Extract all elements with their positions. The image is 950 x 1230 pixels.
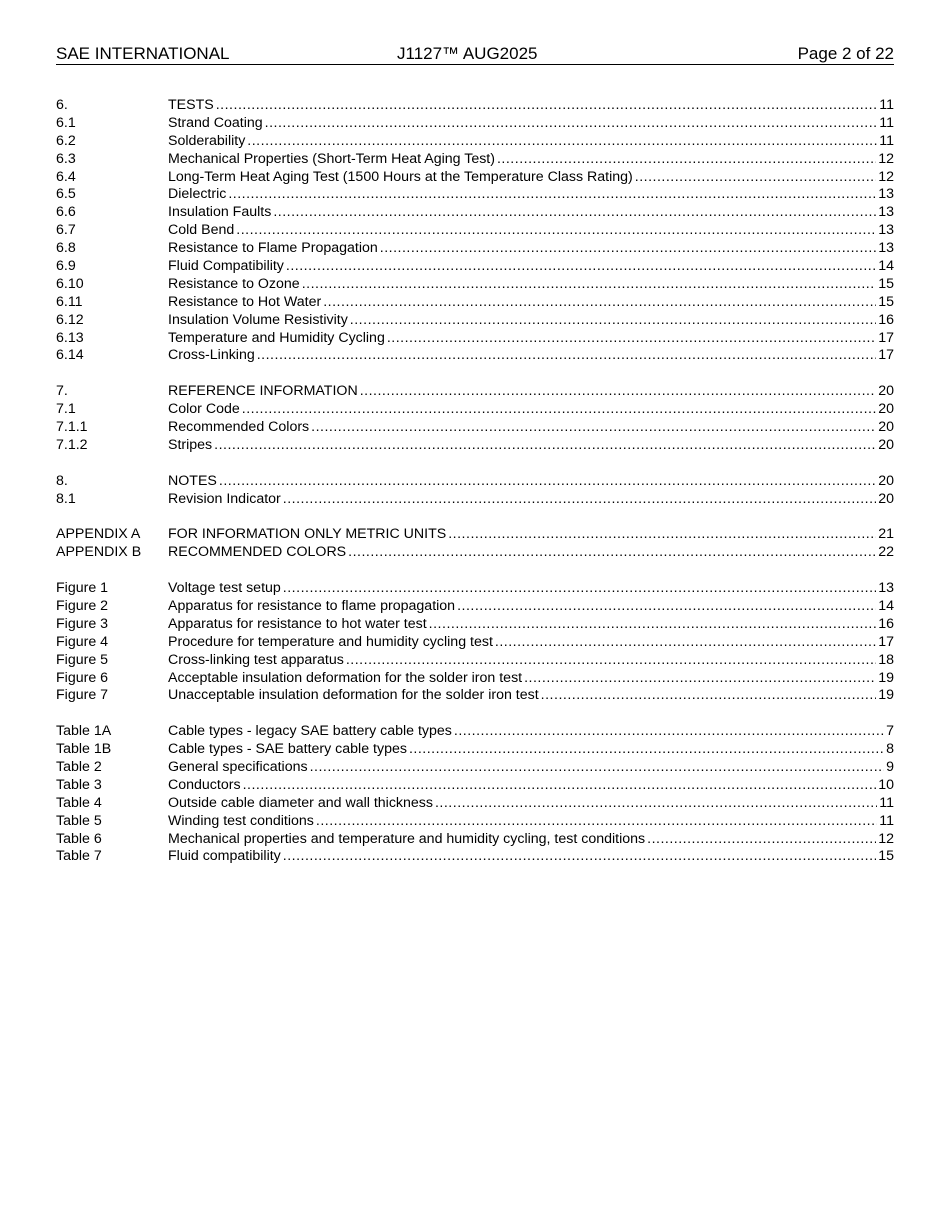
toc-group-spacer <box>56 705 894 723</box>
toc-dot-leader <box>346 652 876 670</box>
toc-entry-line <box>168 544 894 562</box>
toc-entry-title: General specifications <box>168 758 308 775</box>
toc-group-tests <box>56 97 894 365</box>
toc-entry-title: Mechanical Properties (Short-Term Heat Aging Test) <box>168 150 495 167</box>
toc-dot-leader <box>635 169 876 187</box>
toc-entry-line <box>168 437 894 455</box>
toc-entry-title: Cross-Linking <box>168 347 255 364</box>
toc-entry-number: 6.8 <box>56 240 76 257</box>
toc-entry-number: 6.14 <box>56 347 84 364</box>
toc-entry-line <box>168 347 894 365</box>
toc-dot-leader <box>448 526 876 544</box>
toc-entry[interactable] <box>56 759 894 777</box>
toc-dot-leader <box>541 687 877 705</box>
toc-entry-title: Resistance to Flame Propagation <box>168 240 378 257</box>
toc-dot-leader <box>360 383 877 401</box>
toc-dot-leader <box>350 312 876 330</box>
toc-entry-line <box>168 222 894 240</box>
toc-dot-leader <box>647 831 876 849</box>
toc-entry[interactable] <box>56 473 894 491</box>
toc-entry-number: Table 4 <box>56 794 102 811</box>
toc-entry-line <box>168 169 894 187</box>
toc-entry-line <box>168 473 894 491</box>
toc-entry[interactable] <box>56 401 894 419</box>
toc-entry-line <box>168 186 894 204</box>
toc-entry[interactable] <box>56 383 894 401</box>
toc-entry-line <box>168 491 894 509</box>
toc-entry[interactable] <box>56 831 894 849</box>
toc-dot-leader <box>454 723 884 741</box>
toc-entry-number: Table 1A <box>56 723 112 740</box>
toc-entry-number: Figure 6 <box>56 669 109 686</box>
toc-entry-page: 16 <box>878 311 894 328</box>
toc-dot-leader <box>283 491 876 509</box>
toc-entry-page: 14 <box>878 597 894 614</box>
toc-entry-page: 20 <box>878 472 894 489</box>
toc-entry-number: 7.1 <box>56 401 76 418</box>
toc-entry-number: Figure 4 <box>56 633 109 650</box>
toc-entry-page: 13 <box>878 240 894 257</box>
toc-entry[interactable] <box>56 526 894 544</box>
toc-entry[interactable] <box>56 723 894 741</box>
toc-entry-line <box>168 115 894 133</box>
toc-dot-leader <box>214 437 876 455</box>
toc-entry-line <box>168 526 894 544</box>
toc-entry-line <box>168 723 894 741</box>
toc-entry-title: FOR INFORMATION ONLY METRIC UNITS <box>168 526 447 543</box>
toc-dot-leader <box>257 347 876 365</box>
toc-dot-leader <box>524 670 876 688</box>
toc-entry[interactable] <box>56 222 894 240</box>
toc-entry-line <box>168 330 894 348</box>
toc-entry-page: 19 <box>878 669 894 686</box>
toc-entry-title: Cross-linking test apparatus <box>168 651 344 668</box>
toc-dot-leader <box>310 759 885 777</box>
toc-entry-number: Figure 2 <box>56 597 109 614</box>
toc-entry-title: Insulation Faults <box>168 204 272 221</box>
toc-entry-line <box>168 687 894 705</box>
toc-entry-line <box>168 312 894 330</box>
toc-entry-line <box>168 741 894 759</box>
toc-entry-title: Stripes <box>168 436 213 453</box>
toc-entry-line <box>168 419 894 437</box>
toc-entry-page: 9 <box>886 758 894 775</box>
toc-entry-number: 8. <box>56 472 68 489</box>
toc-entry-page: 22 <box>878 544 894 561</box>
toc-entry-number: 6.1 <box>56 114 76 131</box>
header-document-id: J1127™ AUG2025 <box>397 44 538 63</box>
toc-entry-title: Temperature and Humidity Cycling <box>168 329 385 346</box>
toc-entry[interactable] <box>56 419 894 437</box>
toc-entry-line <box>168 795 894 813</box>
toc-dot-leader <box>316 813 877 831</box>
toc-entry-page: 12 <box>878 168 894 185</box>
toc-entry-number: Figure 5 <box>56 651 109 668</box>
toc-entry-number: 6.9 <box>56 258 76 275</box>
toc-entry-number: Table 3 <box>56 776 102 793</box>
toc-entry-page: 20 <box>878 436 894 453</box>
toc-dot-leader <box>497 151 876 169</box>
toc-entry-title: Mechanical properties and temperature and humidity cycling, test conditions <box>168 830 646 847</box>
toc-entry-page: 20 <box>878 383 894 400</box>
toc-entry[interactable] <box>56 312 894 330</box>
toc-entry-title: Solderability <box>168 132 246 149</box>
toc-entry-line <box>168 598 894 616</box>
toc-dot-leader <box>429 616 877 634</box>
toc-entry-number: Table 6 <box>56 830 102 847</box>
toc-entry-page: 20 <box>878 490 894 507</box>
toc-entry-number: Table 7 <box>56 848 102 865</box>
toc-entry-title: TESTS <box>168 97 214 113</box>
toc-entry-title: Revision Indicator <box>168 490 281 507</box>
toc-entry[interactable] <box>56 115 894 133</box>
toc-entry-title: Cable types - legacy SAE battery cable types <box>168 723 452 740</box>
toc-entry-title: Outside cable diameter and wall thickness <box>168 794 433 811</box>
toc-entry[interactable] <box>56 276 894 294</box>
toc-entry-number: 6.4 <box>56 168 76 185</box>
toc-entry[interactable] <box>56 652 894 670</box>
toc-entry-number: 7.1.1 <box>56 419 88 436</box>
toc-dot-leader <box>302 276 877 294</box>
toc-entry-line <box>168 759 894 777</box>
toc-group-tables <box>56 723 894 866</box>
toc-entry-title: Voltage test setup <box>168 580 281 597</box>
toc-entry-title: Winding test conditions <box>168 812 314 829</box>
toc-dot-leader <box>409 741 884 759</box>
toc-entry-line <box>168 258 894 276</box>
toc-entry-page: 21 <box>878 526 894 543</box>
toc-entry-line <box>168 848 894 866</box>
toc-entry-number: Figure 3 <box>56 615 109 632</box>
toc-entry-page: 12 <box>878 150 894 167</box>
toc-entry-number: 6.12 <box>56 311 84 328</box>
toc-entry[interactable] <box>56 133 894 151</box>
toc-entry-page: 20 <box>878 419 894 436</box>
toc-entry-title: Procedure for temperature and humidity cycling test <box>168 633 493 650</box>
toc-dot-leader <box>242 401 876 419</box>
toc-dot-leader <box>247 133 877 151</box>
toc-entry-line <box>168 383 894 401</box>
toc-group-spacer <box>56 562 894 580</box>
toc-entry-line <box>168 831 894 849</box>
toc-entry-page: 11 <box>879 97 894 113</box>
toc-entry-title: Long-Term Heat Aging Test (1500 Hours at the Temperature Class Rating) <box>168 168 633 185</box>
toc-entry-page: 11 <box>879 132 894 149</box>
toc-entry-number: 7.1.2 <box>56 436 88 453</box>
toc-entry-number: 7. <box>56 383 68 400</box>
toc-entry-page: 20 <box>878 401 894 418</box>
toc-entry-title: Dielectric <box>168 186 227 203</box>
toc-entry-page: 16 <box>878 615 894 632</box>
toc-dot-leader <box>323 294 876 312</box>
toc-entry-line <box>168 652 894 670</box>
toc-entry-line <box>168 276 894 294</box>
toc-entry-page: 8 <box>886 741 894 758</box>
toc-entry[interactable] <box>56 347 894 365</box>
toc-entry-page: 13 <box>878 580 894 597</box>
toc-dot-leader <box>228 186 876 204</box>
toc-entry-number: 6. <box>56 97 68 113</box>
toc-entry-number: 8.1 <box>56 490 76 507</box>
toc-entry-line <box>168 813 894 831</box>
toc-dot-leader <box>283 848 876 866</box>
toc-entry-title: Unacceptable insulation deformation for the solder iron test <box>168 687 539 704</box>
toc-entry-page: 13 <box>878 222 894 239</box>
toc-entry-line <box>168 634 894 652</box>
toc-entry[interactable] <box>56 544 894 562</box>
toc-entry-page: 13 <box>878 204 894 221</box>
toc-entry-number: 6.13 <box>56 329 84 346</box>
toc-dot-leader <box>265 115 878 133</box>
toc-entry-number: 6.7 <box>56 222 76 239</box>
toc-entry[interactable] <box>56 848 894 866</box>
toc-entry-line <box>168 401 894 419</box>
toc-entry-line <box>168 151 894 169</box>
toc-dot-leader <box>236 222 876 240</box>
toc-entry-title: Apparatus for resistance to hot water test <box>168 615 427 632</box>
toc-entry[interactable] <box>56 741 894 759</box>
toc-entry[interactable] <box>56 670 894 688</box>
toc-entry[interactable] <box>56 97 894 115</box>
toc-entry[interactable] <box>56 330 894 348</box>
toc-dot-leader <box>311 419 876 437</box>
toc-group-reference <box>56 383 894 455</box>
toc-entry-page: 17 <box>878 329 894 346</box>
toc-entry-number: APPENDIX A <box>56 526 141 543</box>
toc-entry-page: 15 <box>878 293 894 310</box>
toc-entry-title: Insulation Volume Resistivity <box>168 311 348 328</box>
toc-group-spacer <box>56 365 894 383</box>
toc-entry-number: 6.5 <box>56 186 76 203</box>
toc-entry-title: Acceptable insulation deformation for the solder iron test <box>168 669 523 686</box>
toc-entry-line <box>168 777 894 795</box>
toc-entry-line <box>168 204 894 222</box>
toc-entry[interactable] <box>56 294 894 312</box>
toc-dot-leader <box>243 777 877 795</box>
toc-entry-title: Cable types - SAE battery cable types <box>168 741 407 758</box>
toc-entry-number: 6.6 <box>56 204 76 221</box>
toc-entry-page: 19 <box>878 687 894 704</box>
toc-entry-title: Apparatus for resistance to flame propagation <box>168 597 456 614</box>
toc-entry[interactable] <box>56 634 894 652</box>
toc-entry[interactable] <box>56 813 894 831</box>
toc-dot-leader <box>435 795 877 813</box>
toc-entry[interactable] <box>56 580 894 598</box>
header-page-number: Page 2 of 22 <box>797 44 894 63</box>
toc-entry[interactable] <box>56 151 894 169</box>
toc-entry-title: Conductors <box>168 776 241 793</box>
toc-entry-page: 10 <box>878 776 894 793</box>
toc-entry-number: Table 1B <box>56 741 112 758</box>
toc-entry-title: Strand Coating <box>168 114 263 131</box>
toc-group-figures <box>56 580 894 705</box>
toc-entry-title: RECOMMENDED COLORS <box>168 544 347 561</box>
toc-group-notes <box>56 473 894 509</box>
toc-entry-line <box>168 670 894 688</box>
toc-dot-leader <box>380 240 876 258</box>
toc-entry-title: Fluid Compatibility <box>168 258 284 275</box>
toc-group-appendices <box>56 526 894 562</box>
toc-entry-page: 14 <box>878 258 894 275</box>
toc-dot-leader <box>286 258 876 276</box>
toc-group-spacer <box>56 508 894 526</box>
toc-entry-number: 6.10 <box>56 275 84 292</box>
toc-entry-title: Resistance to Ozone <box>168 275 300 292</box>
toc-entry[interactable] <box>56 240 894 258</box>
toc-entry-page: 12 <box>878 830 894 847</box>
toc-entry-line <box>168 97 894 115</box>
toc-entry[interactable] <box>56 491 894 509</box>
page-header <box>56 44 894 65</box>
toc-entry-page: 15 <box>878 848 894 865</box>
toc-entry-title: REFERENCE INFORMATION <box>168 383 358 400</box>
toc-entry-number: Table 2 <box>56 758 102 775</box>
toc-entry-line <box>168 616 894 634</box>
toc-entry[interactable] <box>56 169 894 187</box>
toc-entry-page: 11 <box>879 794 894 811</box>
toc-entry[interactable] <box>56 258 894 276</box>
toc-entry[interactable] <box>56 186 894 204</box>
toc-entry-title: Cold Bend <box>168 222 235 239</box>
toc-entry-page: 11 <box>879 114 894 131</box>
toc-entry-page: 17 <box>878 633 894 650</box>
toc-dot-leader <box>495 634 876 652</box>
toc-entry-page: 15 <box>878 275 894 292</box>
toc-group-spacer <box>56 455 894 473</box>
toc-dot-leader <box>216 97 878 115</box>
toc-entry-number: 6.2 <box>56 132 76 149</box>
toc-dot-leader <box>457 598 876 616</box>
toc-dot-leader <box>219 473 876 491</box>
toc-entry[interactable] <box>56 777 894 795</box>
toc-entry-page: 7 <box>886 723 894 740</box>
header-organization: SAE INTERNATIONAL <box>56 44 230 63</box>
toc-dot-leader <box>273 204 876 222</box>
toc-dot-leader <box>283 580 876 598</box>
toc-entry[interactable] <box>56 795 894 813</box>
toc-entry-number: Figure 1 <box>56 580 109 597</box>
toc-entry-page: 17 <box>878 347 894 364</box>
toc-entry-page: 13 <box>878 186 894 203</box>
toc-entry-title: Fluid compatibility <box>168 848 281 865</box>
toc-entry[interactable] <box>56 616 894 634</box>
toc-entry[interactable] <box>56 687 894 705</box>
toc-entry-page: 11 <box>879 812 894 829</box>
toc-entry-number: 6.3 <box>56 150 76 167</box>
toc-dot-leader <box>348 544 876 562</box>
toc-entry-number: APPENDIX B <box>56 544 142 561</box>
toc-entry[interactable] <box>56 598 894 616</box>
toc-entry-number: Table 5 <box>56 812 102 829</box>
toc-entry-number: Figure 7 <box>56 687 109 704</box>
toc-entry-title: Resistance to Hot Water <box>168 293 322 310</box>
toc-entry-line <box>168 133 894 151</box>
toc-entry-title: Color Code <box>168 401 240 418</box>
toc-entry-line <box>168 240 894 258</box>
toc-entry-title: NOTES <box>168 472 217 489</box>
toc-entry-number: 6.11 <box>56 293 83 310</box>
toc-entry[interactable] <box>56 437 894 455</box>
toc-dot-leader <box>387 330 876 348</box>
toc-entry-title: Recommended Colors <box>168 419 310 436</box>
toc-entry[interactable] <box>56 204 894 222</box>
toc-entry-line <box>168 294 894 312</box>
table-of-contents <box>56 97 894 866</box>
toc-entry-line <box>168 580 894 598</box>
toc-entry-page: 18 <box>878 651 894 668</box>
